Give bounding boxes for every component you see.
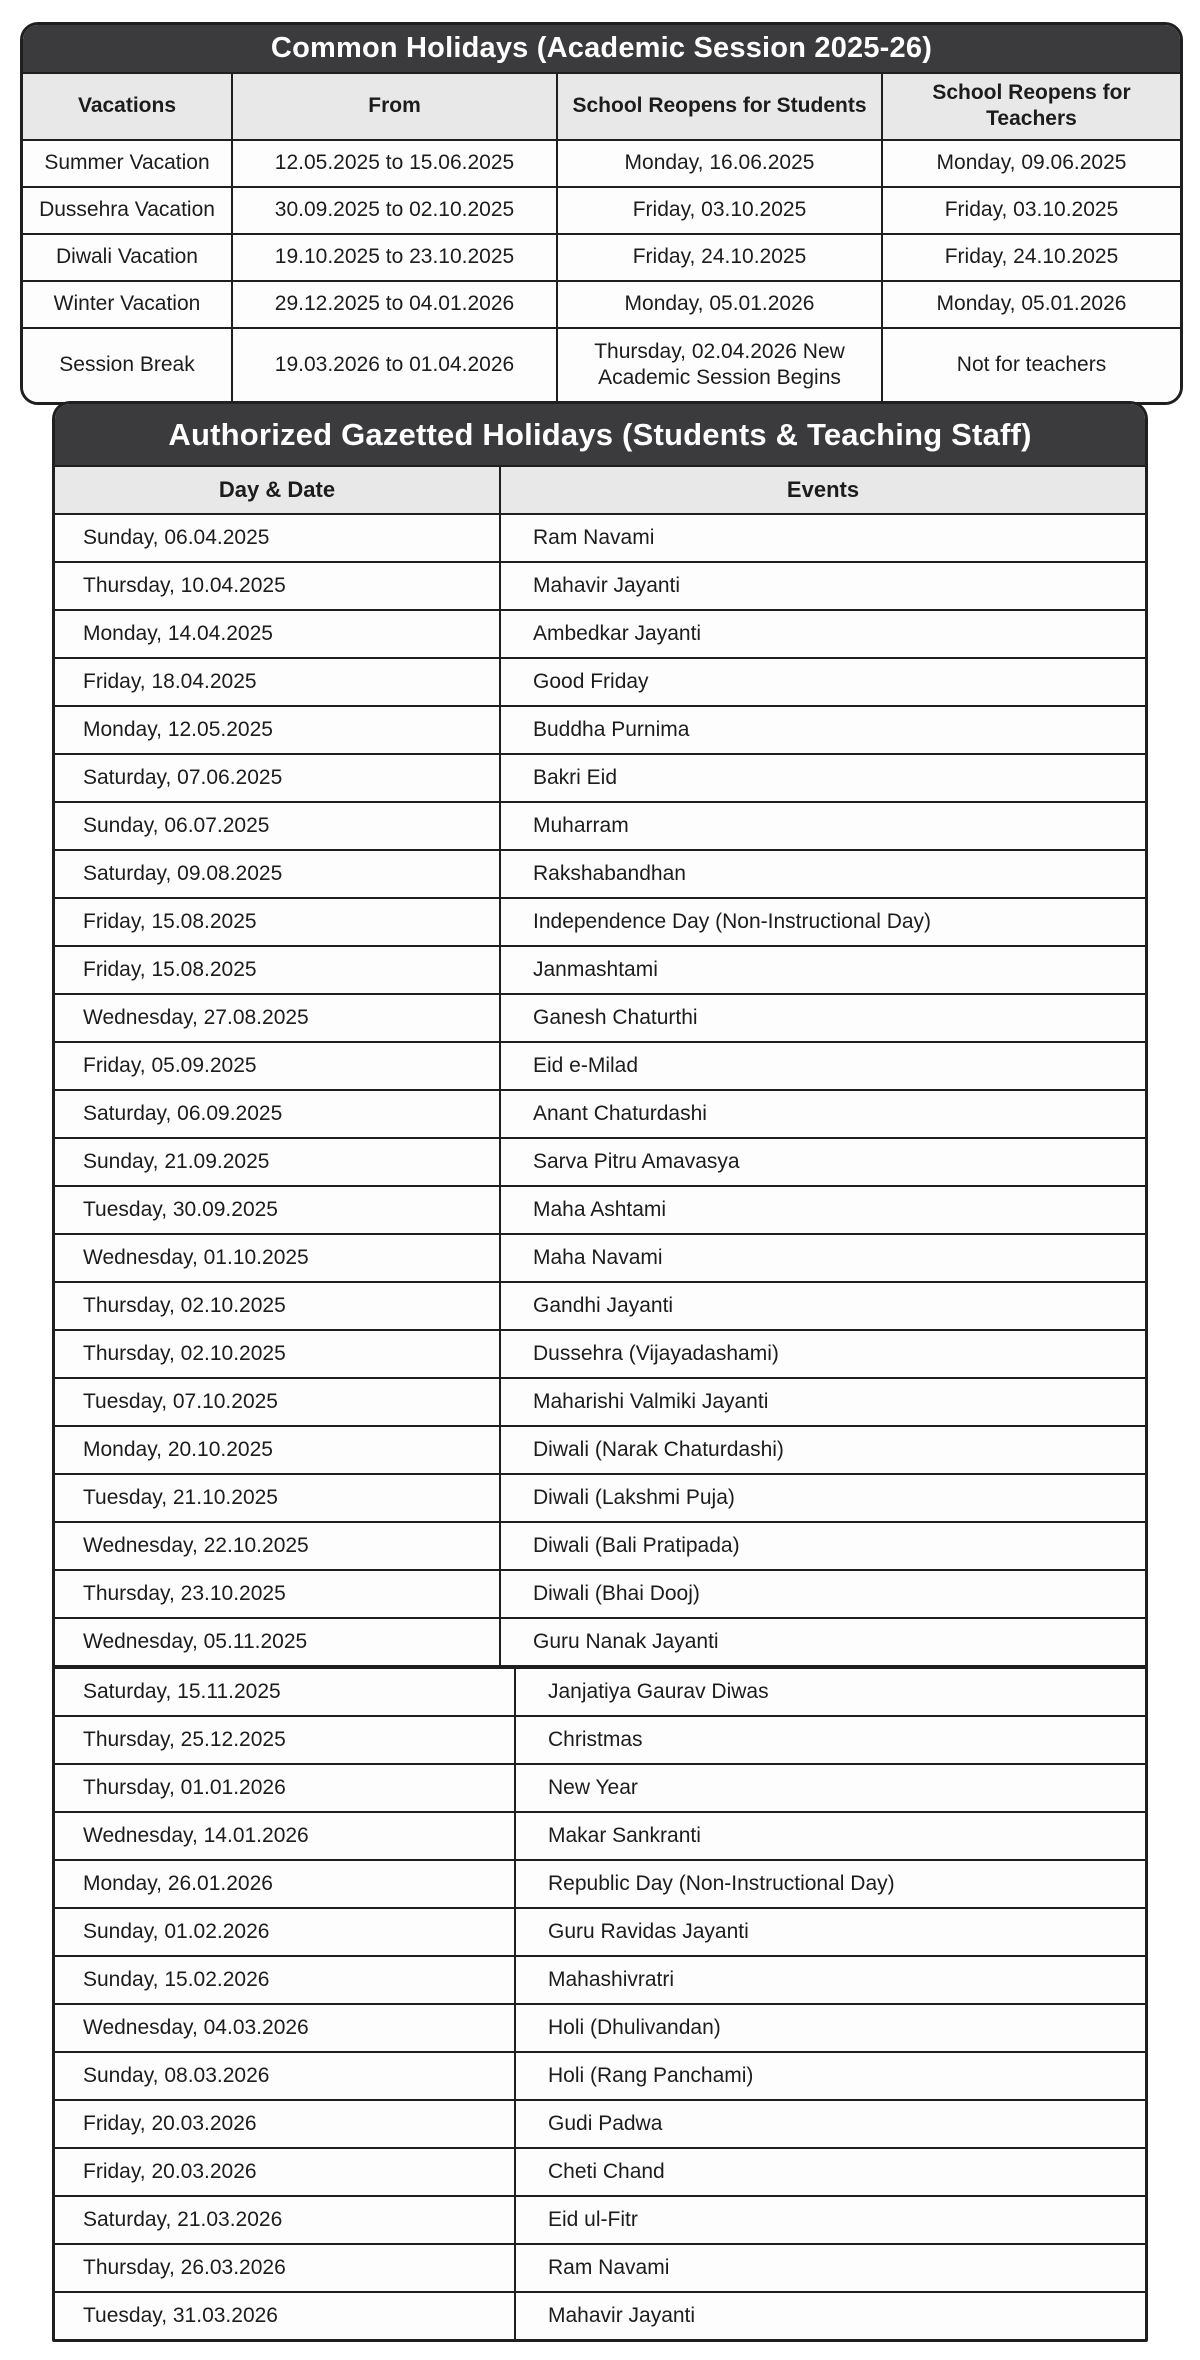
table-row <box>55 2147 1145 2195</box>
table-row <box>55 705 1145 753</box>
vacation-dates-cell: 19.10.2025 to 23.10.2025 <box>231 235 556 280</box>
event-cell: Janmashtami <box>499 947 1145 993</box>
table-row <box>55 561 1145 609</box>
date-cell: Tuesday, 30.09.2025 <box>83 1198 278 1222</box>
date-cell: Friday, 15.08.2025 <box>83 958 257 982</box>
date-cell: Wednesday, 01.10.2025 <box>83 1246 309 1270</box>
table-row <box>55 1185 1145 1233</box>
reopens-teachers-cell: Friday, 03.10.2025 <box>881 188 1180 233</box>
table-row <box>23 186 1180 233</box>
vacation-name-cell: Winter Vacation <box>53 291 201 315</box>
date-cell: Saturday, 06.09.2025 <box>83 1102 283 1126</box>
vacation-name-cell: Diwali Vacation <box>55 244 198 268</box>
event-cell: Diwali (Lakshmi Puja) <box>499 1475 1145 1521</box>
reopens-students-cell: Monday, 05.01.2026 <box>556 282 881 327</box>
table-row <box>55 1233 1145 1281</box>
event-cell: Maha Ashtami <box>499 1187 1145 1233</box>
event-cell: Cheti Chand <box>514 2149 1145 2195</box>
table-row <box>55 753 1145 801</box>
date-cell: Tuesday, 31.03.2026 <box>83 2304 278 2328</box>
date-cell: Thursday, 02.10.2025 <box>83 1294 286 1318</box>
table-row <box>55 1137 1145 1185</box>
event-cell: Gandhi Jayanti <box>499 1283 1145 1329</box>
date-cell: Wednesday, 27.08.2025 <box>83 1006 309 1030</box>
date-cell: Wednesday, 14.01.2026 <box>83 1824 309 1848</box>
date-cell: Wednesday, 04.03.2026 <box>83 2016 309 2040</box>
event-cell: Makar Sankranti <box>514 1813 1145 1859</box>
event-cell: Mahashivratri <box>514 1957 1145 2003</box>
date-cell: Thursday, 26.03.2026 <box>83 2256 286 2280</box>
table-row <box>55 1763 1145 1811</box>
event-cell: Sarva Pitru Amavasya <box>499 1139 1145 1185</box>
common-holidays-header-row <box>23 72 1180 139</box>
table-row <box>55 513 1145 561</box>
date-cell: Saturday, 07.06.2025 <box>83 766 283 790</box>
table-row <box>55 1955 1145 2003</box>
reopens-students-cell: Friday, 24.10.2025 <box>556 235 881 280</box>
event-cell: Ram Navami <box>514 2245 1145 2291</box>
event-cell: New Year <box>514 1765 1145 1811</box>
table-row <box>55 1473 1145 1521</box>
event-cell: Rakshabandhan <box>499 851 1145 897</box>
common-holidays-body <box>23 139 1180 402</box>
vacation-dates-cell: 12.05.2025 to 15.06.2025 <box>231 141 556 186</box>
date-cell: Friday, 05.09.2025 <box>83 1054 257 1078</box>
event-cell: Guru Nanak Jayanti <box>499 1619 1145 1665</box>
event-cell: Independence Day (Non-Instructional Day) <box>499 899 1145 945</box>
gazetted-holidays-body-part2 <box>55 1665 1145 2339</box>
table-row <box>55 657 1145 705</box>
table-row <box>55 1521 1145 1569</box>
gazetted-holidays-title: Authorized Gazetted Holidays (Students & Teaching Staff) <box>55 404 1145 465</box>
event-cell: Guru Ravidas Jayanti <box>514 1909 1145 1955</box>
date-cell: Monday, 26.01.2026 <box>83 1872 273 1896</box>
table-row <box>23 139 1180 186</box>
column-header-reopens-students: School Reopens for Students <box>556 74 881 139</box>
event-cell: Good Friday <box>499 659 1145 705</box>
reopens-students-cell: Thursday, 02.04.2026 New Academic Session Begins <box>556 329 881 402</box>
date-cell: Sunday, 06.04.2025 <box>83 526 270 550</box>
event-cell: Eid ul-Fitr <box>514 2197 1145 2243</box>
event-cell: Bakri Eid <box>499 755 1145 801</box>
table-row <box>55 2051 1145 2099</box>
table-row <box>55 2195 1145 2243</box>
vacation-dates-cell: 19.03.2026 to 01.04.2026 <box>231 329 556 402</box>
date-cell: Monday, 20.10.2025 <box>83 1438 273 1462</box>
event-cell: Diwali (Bali Pratipada) <box>499 1523 1145 1569</box>
event-cell: Ganesh Chaturthi <box>499 995 1145 1041</box>
reopens-teachers-cell: Friday, 24.10.2025 <box>881 235 1180 280</box>
date-cell: Friday, 20.03.2026 <box>83 2112 257 2136</box>
table-row <box>55 1907 1145 1955</box>
event-cell: Diwali (Narak Chaturdashi) <box>499 1427 1145 1473</box>
event-cell: Mahavir Jayanti <box>514 2293 1145 2339</box>
date-cell: Sunday, 21.09.2025 <box>83 1150 270 1174</box>
date-cell: Wednesday, 22.10.2025 <box>83 1534 309 1558</box>
table-row <box>55 1089 1145 1137</box>
event-cell: Ambedkar Jayanti <box>499 611 1145 657</box>
column-header-from: From <box>231 74 556 139</box>
date-cell: Thursday, 25.12.2025 <box>83 1728 286 1752</box>
event-cell: Buddha Purnima <box>499 707 1145 753</box>
date-cell: Thursday, 02.10.2025 <box>83 1342 286 1366</box>
date-cell: Saturday, 21.03.2026 <box>83 2208 283 2232</box>
event-cell: Eid e-Milad <box>499 1043 1145 1089</box>
date-cell: Thursday, 01.01.2026 <box>83 1776 286 1800</box>
table-row <box>55 609 1145 657</box>
gazetted-holidays-header-row <box>55 465 1145 513</box>
table-row <box>55 1715 1145 1763</box>
vacation-dates-cell: 29.12.2025 to 04.01.2026 <box>231 282 556 327</box>
date-cell: Sunday, 08.03.2026 <box>83 2064 270 2088</box>
table-row <box>55 993 1145 1041</box>
event-cell: Mahavir Jayanti <box>499 563 1145 609</box>
reopens-teachers-cell: Monday, 05.01.2026 <box>881 282 1180 327</box>
vacation-dates-cell: 30.09.2025 to 02.10.2025 <box>231 188 556 233</box>
table-row <box>55 945 1145 993</box>
event-cell: Christmas <box>514 1717 1145 1763</box>
common-holidays-title: Common Holidays (Academic Session 2025-26) <box>23 25 1180 72</box>
date-cell: Tuesday, 21.10.2025 <box>83 1486 278 1510</box>
vacation-name-cell: Session Break <box>59 352 195 376</box>
event-cell: Diwali (Bhai Dooj) <box>499 1571 1145 1617</box>
column-header-reopens-teachers: School Reopens for Teachers <box>881 74 1180 139</box>
column-header-vacations: Vacations <box>77 94 177 118</box>
column-header-day-date: Day & Date <box>218 477 336 502</box>
date-cell: Tuesday, 07.10.2025 <box>83 1390 278 1414</box>
vacation-name-cell: Dussehra Vacation <box>39 197 215 221</box>
event-cell: Ram Navami <box>499 515 1145 561</box>
event-cell: Dussehra (Vijayadashami) <box>499 1331 1145 1377</box>
event-cell: Muharram <box>499 803 1145 849</box>
reopens-students-cell: Friday, 03.10.2025 <box>556 188 881 233</box>
event-cell: Gudi Padwa <box>514 2101 1145 2147</box>
date-cell: Sunday, 15.02.2026 <box>83 1968 270 1992</box>
reopens-teachers-cell: Monday, 09.06.2025 <box>881 141 1180 186</box>
table-row <box>55 2243 1145 2291</box>
reopens-teachers-cell: Not for teachers <box>881 329 1180 402</box>
date-cell: Sunday, 06.07.2025 <box>83 814 270 838</box>
table-row <box>55 1569 1145 1617</box>
date-cell: Saturday, 15.11.2025 <box>83 1680 281 1704</box>
date-cell: Monday, 14.04.2025 <box>83 622 273 646</box>
event-cell: Holi (Dhulivandan) <box>514 2005 1145 2051</box>
date-cell: Friday, 20.03.2026 <box>83 2160 257 2184</box>
event-cell: Holi (Rang Panchami) <box>514 2053 1145 2099</box>
date-cell: Friday, 15.08.2025 <box>83 910 257 934</box>
event-cell: Republic Day (Non-Instructional Day) <box>514 1861 1145 1907</box>
table-row <box>55 1617 1145 1665</box>
event-cell: Maharishi Valmiki Jayanti <box>499 1379 1145 1425</box>
date-cell: Saturday, 09.08.2025 <box>83 862 283 886</box>
column-header-events: Events <box>499 467 1145 513</box>
table-row <box>55 897 1145 945</box>
date-cell: Wednesday, 05.11.2025 <box>83 1630 308 1654</box>
table-row <box>23 233 1180 280</box>
table-row <box>23 280 1180 327</box>
reopens-students-cell: Monday, 16.06.2025 <box>556 141 881 186</box>
table-row <box>55 801 1145 849</box>
table-row <box>55 1377 1145 1425</box>
date-cell: Thursday, 23.10.2025 <box>83 1582 286 1606</box>
table-row <box>55 1859 1145 1907</box>
table-row <box>55 2291 1145 2339</box>
event-cell: Anant Chaturdashi <box>499 1091 1145 1137</box>
event-cell: Maha Navami <box>499 1235 1145 1281</box>
table-row <box>55 1667 1145 1715</box>
vacation-name-cell: Summer Vacation <box>44 150 210 174</box>
table-row <box>55 1041 1145 1089</box>
gazetted-holidays-body-part1 <box>55 513 1145 1665</box>
table-row <box>55 1811 1145 1859</box>
event-cell: Janjatiya Gaurav Diwas <box>514 1669 1145 1715</box>
table-row <box>23 327 1180 402</box>
table-row <box>55 2003 1145 2051</box>
date-cell: Thursday, 10.04.2025 <box>83 574 286 598</box>
date-cell: Friday, 18.04.2025 <box>83 670 257 694</box>
table-row <box>55 1425 1145 1473</box>
table-row <box>55 2099 1145 2147</box>
table-row <box>55 849 1145 897</box>
gazetted-holidays-table <box>52 401 1148 2342</box>
date-cell: Monday, 12.05.2025 <box>83 718 273 742</box>
common-holidays-table <box>20 22 1183 405</box>
table-row <box>55 1329 1145 1377</box>
table-row <box>55 1281 1145 1329</box>
date-cell: Sunday, 01.02.2026 <box>83 1920 270 1944</box>
